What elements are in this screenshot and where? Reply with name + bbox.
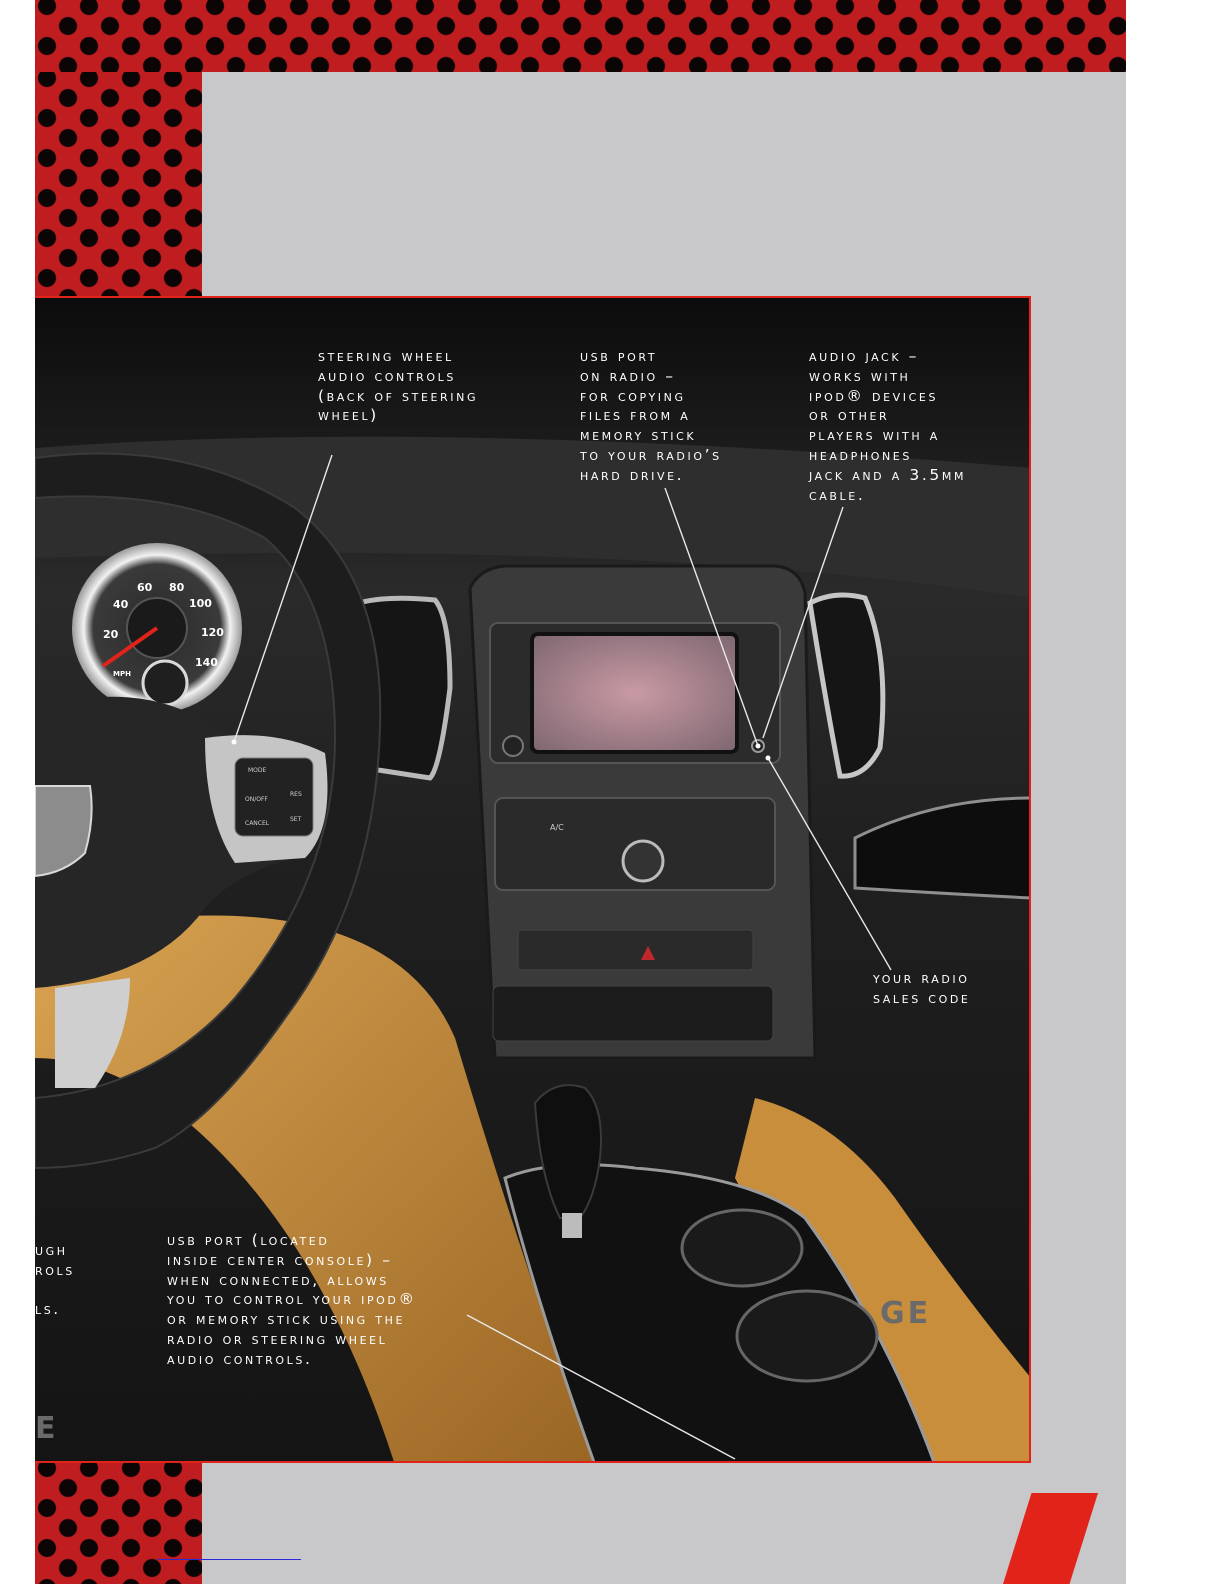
gauge-number-100: 100 xyxy=(189,597,212,610)
radio-sales-code-label: your radio sales code xyxy=(873,969,971,1007)
floor-mat-logo-left: E xyxy=(35,1411,56,1446)
wheel-button-set: SET xyxy=(290,816,302,823)
audio-jack-label: audio jack – works with ipod® devices or other players with a headphones jack and a 3.5mm cable. xyxy=(809,347,967,504)
climate-ac-label: A/C xyxy=(550,823,564,832)
wheel-button-onoff: ON/OFF xyxy=(245,796,268,803)
wheel-button-mode: MODE xyxy=(248,767,267,774)
gauge-number-120: 120 xyxy=(201,626,224,639)
gauge-number-80: 80 xyxy=(169,581,185,594)
gauge-number-140: 140 xyxy=(195,656,218,669)
usb-port-console-label: usb port (located inside center console) – when connected, allows you to control your ipod® or memory stick using the radio or steering wheel audio controls. xyxy=(167,1231,417,1368)
red-grille-side xyxy=(35,72,202,298)
wheel-button-cancel: CANCEL xyxy=(245,820,270,827)
floor-mat-logo: GE xyxy=(880,1296,932,1331)
red-slash-accent xyxy=(1003,1493,1098,1584)
red-grille-footer xyxy=(35,1462,202,1584)
gauge-number-40: 40 xyxy=(113,598,129,611)
gauge-number-20: 20 xyxy=(103,628,119,641)
cropped-left-label: ugh rols ls. xyxy=(35,1241,75,1319)
link-underline xyxy=(158,1559,301,1560)
red-grille-header xyxy=(35,0,1126,72)
brochure-page xyxy=(35,0,1126,1584)
steering-wheel-audio-controls-label: steering wheel audio controls (back of steering wheel) xyxy=(318,347,479,425)
gauge-number-60: 60 xyxy=(137,581,153,594)
gauge-unit: MPH xyxy=(113,670,131,678)
usb-port-radio-label: usb port on radio – for copying files from a memory stick to your radio’s hard drive. xyxy=(580,347,722,484)
wheel-button-res: RES xyxy=(290,791,302,798)
interior-photo xyxy=(35,296,1031,1463)
